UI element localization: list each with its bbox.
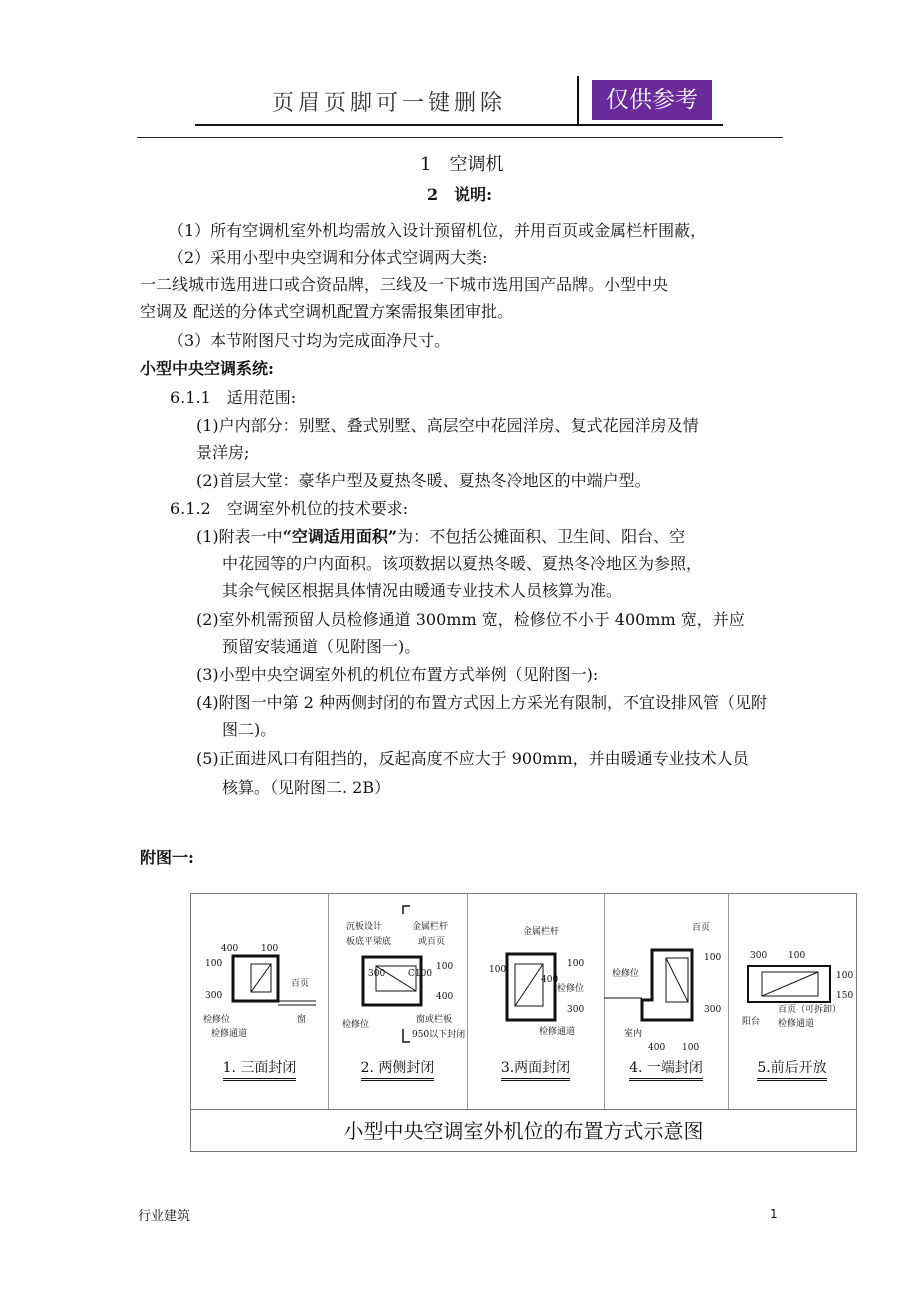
layout-drawing-3 bbox=[467, 894, 604, 1054]
list-item: (2)室外机需预留人员检修通道 300mm 宽，检修位不小于 400mm 宽，并应 bbox=[196, 610, 745, 629]
subtitle: 2 说明: bbox=[427, 185, 493, 204]
list-item: (5)正面进风口有阻挡的，反起高度不应大于 900mm，并由暖通专业技术人员 bbox=[196, 749, 749, 768]
reference-badge: 仅供参考 bbox=[592, 80, 712, 120]
header-divider bbox=[577, 76, 579, 126]
paragraph: 空调及 配送的分体式空调机配置方案需报集团审批。 bbox=[140, 302, 514, 321]
dim-label: 100 bbox=[682, 1043, 700, 1053]
dim-label: 400 bbox=[541, 975, 559, 985]
dim-label: 400 bbox=[221, 944, 239, 954]
list-item: 核算。（见附图二. 2B） bbox=[222, 778, 391, 797]
label: 检修通道 bbox=[539, 1027, 576, 1037]
list-item bbox=[196, 524, 685, 547]
list-item: 中花园等的户内面积。该项数据以夏热冬暖、夏热冬冷地区为参照， bbox=[222, 554, 703, 573]
panel-caption: 4. 一端封闭 bbox=[604, 1057, 728, 1077]
dim-label: 400 bbox=[436, 992, 454, 1002]
dim-label: 100 bbox=[704, 953, 722, 963]
figure-title: 小型中央空调室外机位的布置方式示意图 bbox=[191, 1109, 856, 1152]
panel-caption: 3.两面封闭 bbox=[467, 1057, 604, 1077]
subsection-title: 6.1.1 适用范围: bbox=[170, 388, 297, 407]
dim-label: 100 bbox=[836, 971, 854, 981]
label: 阳台 bbox=[742, 1017, 761, 1027]
paragraph: （2）采用小型中央空调和分体式空调两大类: bbox=[168, 248, 488, 267]
label: 检修位 bbox=[557, 984, 585, 994]
panel-caption: 1. 三面封闭 bbox=[191, 1057, 328, 1077]
dim-label: 300 bbox=[750, 951, 768, 961]
paragraph: （3）本节附图尺寸均为完成面净尺寸。 bbox=[168, 331, 451, 350]
header-text: 页眉页脚可一键删除 bbox=[272, 91, 507, 116]
list-item: 图二)。 bbox=[222, 720, 277, 739]
label: 沉板设计 bbox=[346, 922, 383, 932]
footer-text: 行业建筑 bbox=[138, 1209, 191, 1224]
layout-drawing-1 bbox=[191, 894, 328, 1054]
subsection-title: 6.1.2 空调室外机位的技术要求: bbox=[170, 499, 409, 518]
label: 检修位 bbox=[342, 1020, 370, 1030]
label: 检修位 bbox=[203, 1015, 231, 1025]
list-item: (1)户内部分：别墅、叠式别墅、高层空中花园洋房、复式花园洋房及情 bbox=[196, 416, 699, 435]
panel-4 bbox=[604, 894, 729, 1109]
figure-label: 附图一: bbox=[140, 848, 194, 867]
label: 板底平梁底 bbox=[346, 937, 392, 947]
dim-label: 300 bbox=[205, 991, 223, 1001]
dim-label: C100 bbox=[408, 969, 433, 979]
label: 百页（可拆卸） bbox=[778, 1005, 842, 1015]
section-heading: 小型中央空调系统: bbox=[140, 359, 274, 378]
list-item: (4)附图一中第 2 种两侧封闭的布置方式因上方采光有限制，不宜设排风管（见附 bbox=[196, 693, 768, 712]
paragraph: 一二线城市选用进口或合资品牌，三线及一下城市选用国产品牌。小型中央 bbox=[140, 275, 669, 294]
dim-label: 100 bbox=[489, 965, 507, 975]
label: 检修通道 bbox=[778, 1019, 815, 1029]
label: 百页 bbox=[291, 979, 310, 989]
layout-drawing-4 bbox=[604, 894, 728, 1054]
dim-label: 300 bbox=[567, 1005, 585, 1015]
dim-label: 150 bbox=[836, 991, 854, 1001]
list-item: 其余气候区根据具体情况由暖通专业技术人员核算为准。 bbox=[222, 581, 623, 600]
section-title: 1 空调机 bbox=[420, 154, 504, 175]
page-number: 1 bbox=[770, 1207, 778, 1221]
list-item: (2)首层大堂：豪华户型及夏热冬暖、夏热冬冷地区的中端户型。 bbox=[196, 471, 651, 490]
list-item: (3)小型中央空调室外机的机位布置方式举例（见附图一): bbox=[196, 665, 599, 684]
label: 窗或栏板 bbox=[416, 1015, 453, 1025]
header-rule bbox=[195, 124, 723, 126]
figure-diagram bbox=[190, 893, 857, 1152]
dim-label: 100 bbox=[788, 951, 806, 961]
dim-label: 300 bbox=[368, 969, 386, 979]
panel-2 bbox=[328, 894, 468, 1109]
label: 检修通道 bbox=[211, 1029, 248, 1039]
dim-label: 100 bbox=[436, 962, 454, 972]
paragraph: （1）所有空调机室外机均需放入设计预留机位，并用百页或金属栏杆围蔽， bbox=[168, 221, 707, 240]
label: 金属栏杆 bbox=[412, 922, 449, 932]
layout-drawing-5 bbox=[728, 894, 856, 1054]
panel-caption: 2. 两侧封闭 bbox=[328, 1057, 467, 1077]
text: (1)附表一中 bbox=[196, 527, 283, 546]
label: 窗 bbox=[297, 1015, 307, 1025]
text: 为：不包括公摊面积、卫生间、阳台、空 bbox=[397, 527, 686, 546]
label: 金属栏杆 bbox=[523, 927, 560, 937]
dim-label: 300 bbox=[704, 1005, 722, 1015]
label: 950以下封闭 bbox=[412, 1030, 466, 1040]
layout-drawing-2 bbox=[328, 894, 467, 1054]
label: 室内 bbox=[624, 1029, 643, 1039]
bold-term: “空调适用面积” bbox=[282, 527, 398, 546]
list-item: 景洋房; bbox=[196, 443, 250, 462]
label: 或百页 bbox=[418, 937, 446, 947]
panel-5 bbox=[728, 894, 856, 1109]
dim-label: 100 bbox=[261, 944, 279, 954]
dim-label: 100 bbox=[567, 959, 585, 969]
dim-label: 100 bbox=[205, 959, 223, 969]
label: 检修位 bbox=[612, 969, 640, 979]
dim-label: 400 bbox=[648, 1043, 666, 1053]
panel-3 bbox=[467, 894, 605, 1109]
panel-caption: 5.前后开放 bbox=[728, 1057, 856, 1077]
header-rule-2 bbox=[137, 137, 783, 138]
list-item: 预留安装通道（见附图一)。 bbox=[222, 637, 421, 656]
panel-1 bbox=[191, 894, 329, 1109]
label: 百页 bbox=[692, 923, 711, 933]
